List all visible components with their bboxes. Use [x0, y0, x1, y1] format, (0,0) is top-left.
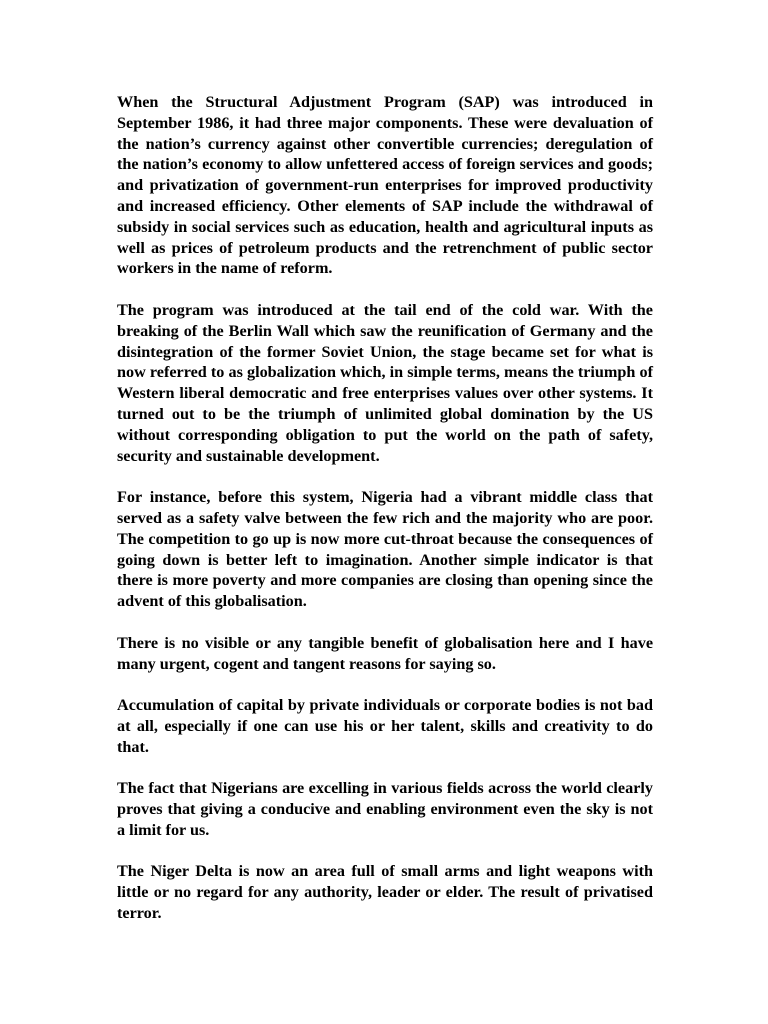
- paragraph-cold-war-globalization: The program was introduced at the tail end of the cold war. With the breaking of the Berlin Wall which saw the reunification of Germany and the disintegration of the former Soviet Union, the stage became set for what is now referred to as globalization which, in simple terms, means the triumph of Western liberal democratic and free enterprises values over other systems. It turned out to be the triumph of unlimited global domination by the US without corresponding obligation to put the world on the path of safety, security and sustainable development.: [117, 300, 653, 465]
- paragraph-capital-accumulation: Accumulation of capital by private individuals or corporate bodies is not bad at all, especially if one can use his or her talent, skills and creativity to do that.: [117, 696, 653, 756]
- paragraph-no-benefit: There is no visible or any tangible benefit of globalisation here and I have many urgent, cogent and tangent reasons for saying so.: [117, 633, 653, 673]
- document-page: [117, 92, 653, 924]
- paragraph-sap-introduction: When the Structural Adjustment Program (SAP) was introduced in September 1986, it had three major components. These were devaluation of the nation’s currency against other convertible currencies; deregulation of the nation’s economy to allow unfettered access of foreign services and goods; and privatization of government-run enterprises for improved productivity and increased efficiency. Other elements of SAP include the withdrawal of subsidy in social services such as education, health and agricultural inputs as well as prices of petroleum products and the retrenchment of public sector workers in the name of reform.: [117, 93, 653, 278]
- paragraph-middle-class: For instance, before this system, Nigeria had a vibrant middle class that served as a safety valve between the few rich and the majority who are poor. The competition to go up is now more cut-throat because the consequences of going down is better left to imagination. Another simple indicator is that there is more poverty and more companies are closing than opening since the advent of this globalisation.: [117, 488, 653, 611]
- paragraph-niger-delta: The Niger Delta is now an area full of small arms and light weapons with little or no regard for any authority, leader or elder. The result of privatised terror.: [117, 862, 653, 923]
- paragraph-nigerians-excelling: The fact that Nigerians are excelling in various fields across the world clearly proves that giving a conducive and enabling environment even the sky is not a limit for us.: [117, 779, 653, 839]
